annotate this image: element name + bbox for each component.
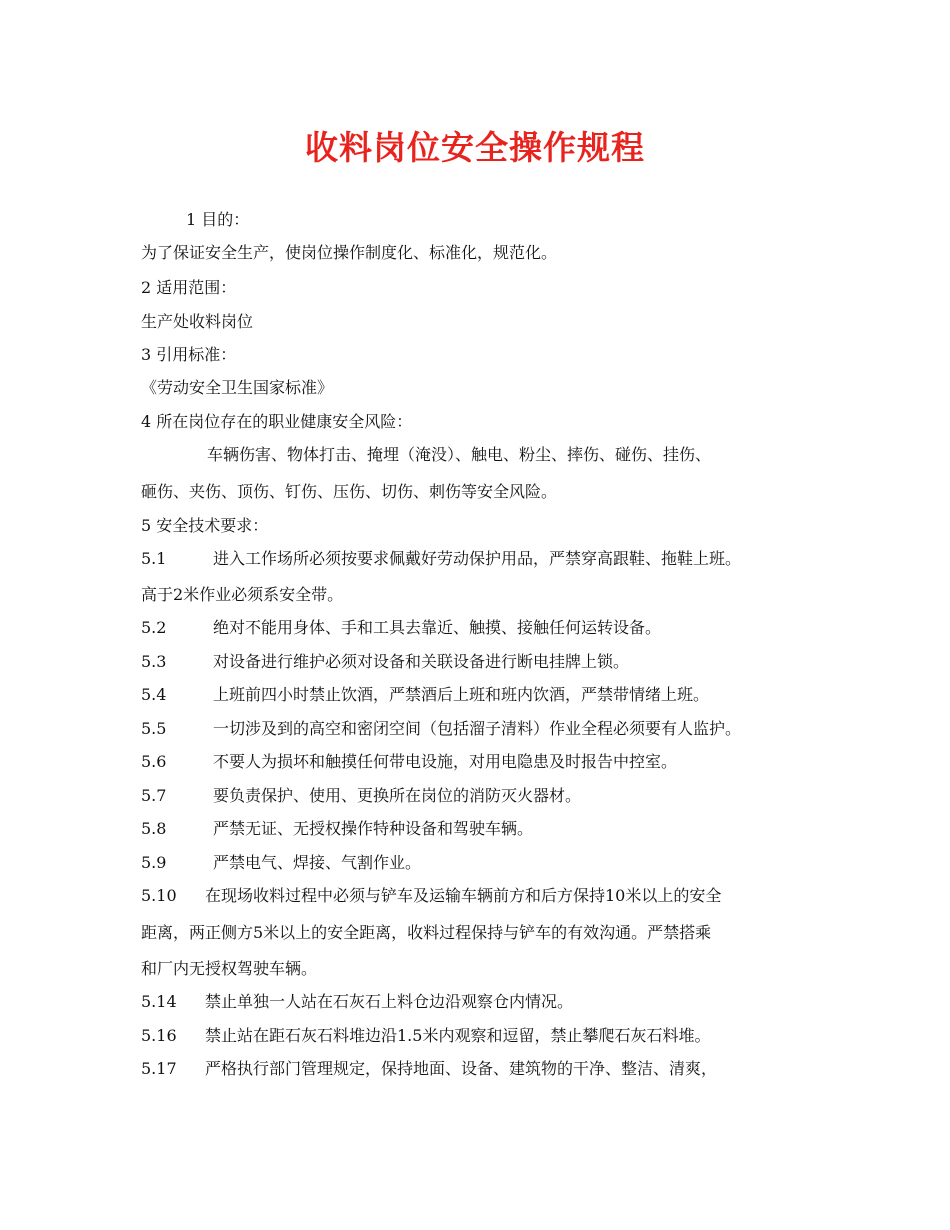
requirement-continuation: 距离，两正侧方5米以上的安全距离，收料过程保持与铲车的有效沟通。严禁搭乘 [141,923,712,942]
requirement-item [141,718,741,740]
requirement-item [141,548,741,570]
requirement-text: 对设备进行维护必须对设备和关联设备进行断电挂牌上锁。 [213,652,630,671]
requirement-item [141,852,421,874]
requirement-number: 5.14 [141,992,177,1011]
requirement-item [141,785,581,807]
requirement-text: 禁止单独一人站在石灰石上料仓边沿观察仓内情况。 [205,992,574,1011]
requirement-item [141,684,709,706]
requirement-item [141,751,677,773]
requirement-text: 一切涉及到的高空和密闭空间（包括溜子清料）作业全程必须要有人监护。 [213,719,742,738]
requirement-number: 5.10 [141,886,177,905]
requirement-number: 5.2 [141,618,167,637]
requirement-text: 严格执行部门管理规定，保持地面、设备、建筑物的干净、整洁、清爽， [205,1059,718,1078]
purpose-heading: 1 目的： [186,210,250,229]
risk-text-line-2: 砸伤、夹伤、顶伤、钉伤、压伤、切伤、刺伤等安全风险。 [141,482,558,501]
reference-text: 《劳动安全卫生国家标准》 [141,378,334,397]
requirement-text: 严禁电气、焊接、气割作业。 [213,853,422,872]
requirement-text: 不要人为损坏和触摸任何带电设施，对用电隐患及时报告中控室。 [213,752,678,771]
purpose-text: 为了保证安全生产，使岗位操作制度化、标准化，规范化。 [141,243,558,262]
requirement-number: 5.9 [141,853,167,872]
requirement-number: 5.17 [141,1059,177,1078]
risk-text-line-1: 车辆伤害、物体打击、掩埋（淹没）、触电、粉尘、摔伤、碰伤、挂伤、 [207,445,712,464]
requirement-number: 5.1 [141,549,167,568]
requirement-continuation: 和厂内无授权驾驶车辆。 [141,959,318,978]
requirement-item [141,617,661,639]
scope-heading: 2 适用范围： [141,278,237,297]
requirement-item [141,1025,710,1047]
requirement-number: 5.16 [141,1026,177,1045]
document-title: 收料岗位安全操作规程 [305,128,645,167]
requirement-text: 要负责保护、使用、更换所在岗位的消防灭火器材。 [213,786,582,805]
scope-text: 生产处收料岗位 [141,312,254,331]
requirement-number: 5.5 [141,719,167,738]
requirement-item [141,818,533,840]
requirement-item [141,1058,717,1080]
requirement-item [141,885,721,907]
requirement-number: 5.3 [141,652,167,671]
requirement-number: 5.7 [141,786,167,805]
requirement-continuation: 高于2米作业必须系安全带。 [141,585,344,604]
tech-heading: 5 安全技术要求： [141,516,269,535]
requirement-number: 5.8 [141,819,167,838]
requirement-number: 5.6 [141,752,167,771]
requirement-text: 绝对不能用身体、手和工具去靠近、触摸、接触任何运转设备。 [213,618,662,637]
requirement-number: 5.4 [141,685,167,704]
requirement-text: 禁止站在距石灰石料堆边沿1.5米内观察和逗留，禁止攀爬石灰石料堆。 [205,1026,711,1045]
risk-heading: 4 所在岗位存在的职业健康安全风险： [141,412,413,431]
requirement-item [141,651,629,673]
requirement-text: 在现场收料过程中必须与铲车及运输车辆前方和后方保持10米以上的安全 [205,886,722,905]
requirement-text: 严禁无证、无授权操作特种设备和驾驶车辆。 [213,819,534,838]
requirement-item [141,991,573,1013]
requirement-text: 上班前四小时禁止饮酒，严禁酒后上班和班内饮酒，严禁带情绪上班。 [213,685,710,704]
requirement-text: 进入工作场所必须按要求佩戴好劳动保护用品，严禁穿高跟鞋、拖鞋上班。 [213,549,742,568]
reference-heading: 3 引用标准： [141,345,237,364]
